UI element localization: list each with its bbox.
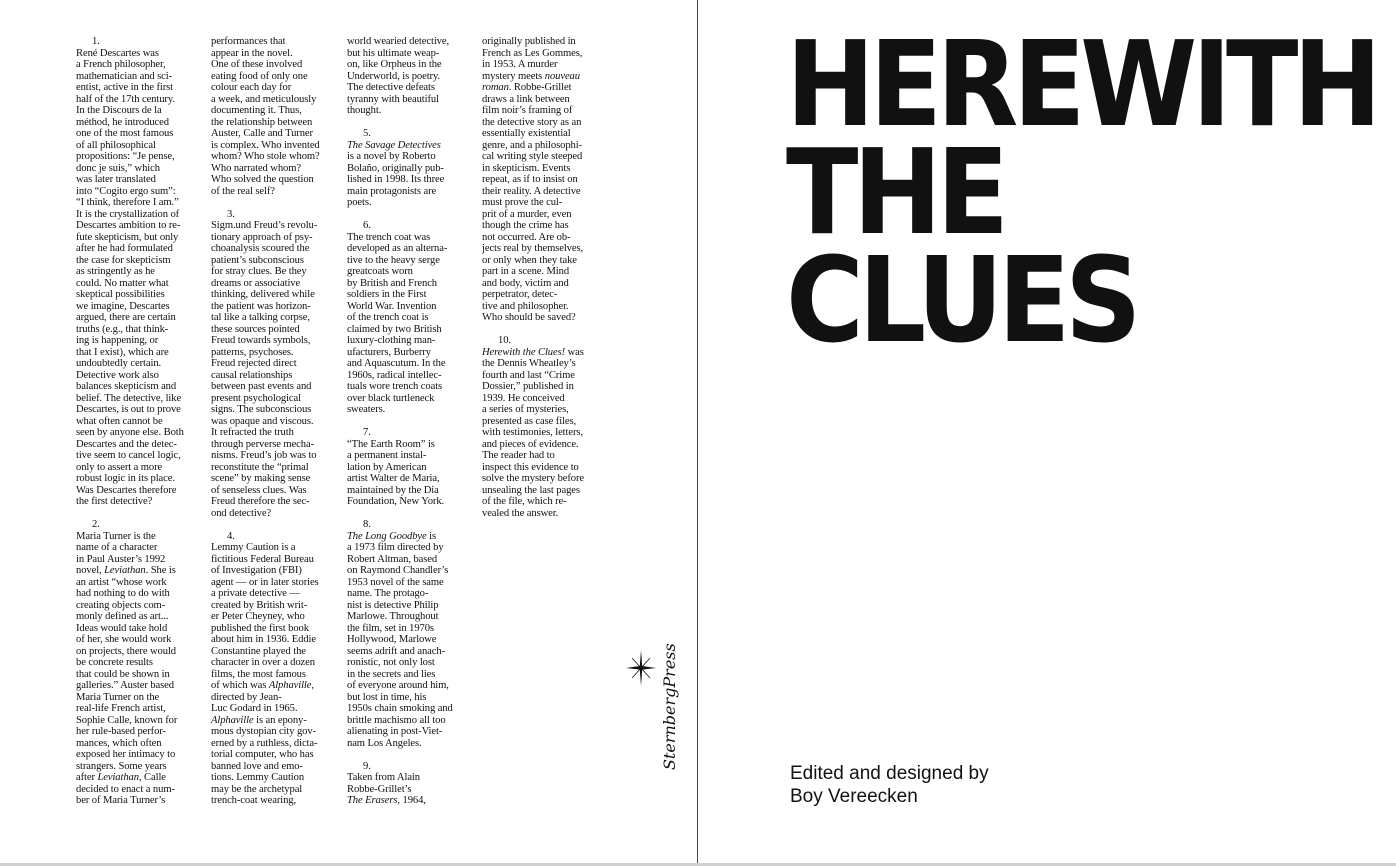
note-text: The Savage Detectives is a novel by Roberto Bolaño, originally pub- lished in 1998. Its three main protagonists are poets. xyxy=(347,139,445,208)
publisher-name: SternbergPress xyxy=(660,643,679,770)
note-text: world wearied detective, but his ultimate weap- on, like Orpheus in the Underworld, is poetry. The detective defeats tyranny with beautiful thought. xyxy=(347,36,450,116)
note-number: 9. xyxy=(363,760,371,772)
note-number: 10. xyxy=(498,335,511,346)
note-block xyxy=(211,209,335,520)
note-number: 3. xyxy=(227,208,235,220)
text-column-3 xyxy=(347,36,471,818)
note-block xyxy=(76,36,200,508)
credit-line-1: Edited and designed by xyxy=(790,763,989,784)
note-block xyxy=(347,519,471,749)
note-text: Sigm.und Freud’s revolu- tionary approach of psy- choanalysis scoured the patient’s subconscious for stray clues. Be they dreams or associative thinking, delivered while the patient was horizon- tal like a talking corpse, these sources pointed Freud towards symbols, patterns, psychoses. Freud rejected direct causal relationships between past events and present psychological signs. The subconscious was opaque and viscous. It refracted the truth through perverse mecha- nisms. Freud’s job was to reconstitute the “primal scene” by making sense of senseless clues. Was Freud therefore the sec- ond detective? xyxy=(211,220,318,519)
note-block xyxy=(482,36,606,324)
note-text: The Long Goodbye is a 1973 film directed by Robert Altman, based on Raymond Chandler’s 1953 novel of the same name. The protago- nist is detective Philip Marlowe. Throughout the film, set in 1970s Hollywood, Marlowe seems adrift and anach- ronistic, not only lost in the secrets and lies of everyone around him, but lost in time, his 1950s chain smoking and brittle machismo all too alienating in post-Viet- nam Los Angeles. xyxy=(347,530,453,749)
note-number: 2. xyxy=(92,519,100,530)
text-column-1 xyxy=(76,36,200,818)
note-text: Lemmy Caution is a fictitious Federal Bureau of Investigation (FBI) agent — or in later stories a private detective — created by British writ- er Peter Cheyney, who published the first book about him in 1936. Eddie Constantine played the character in over a dozen films, the most famous of which was Alphaville, directed by Jean- Luc Godard in 1965. Alphaville is an epony- mous dystopian city gov- erned by a ruthless, dicta- torial computer, who has banned love and emo- tions. Lemmy Caution may be the archetypal trench-coat wearing, xyxy=(211,542,319,806)
text-column-2 xyxy=(211,36,335,818)
note-number: 1. xyxy=(92,36,100,47)
publisher-logo xyxy=(624,643,679,810)
book-title xyxy=(786,15,1377,369)
note-text: René Descartes was a French philosopher, mathematician and sci- entist, active in the first half of the 17th century. In the Discours de la méthod, he introduced one of the most famous of all philosophical propositions: “Je pense, donc je suis,” which was later translated into “Cogito ergo sum”: “I think, therefore I am.” It is the crystallization of Descartes ambition to re- fute skepticism, but only after he had formulated the case for skepticism as stringently as he could. No matter what skeptical possibilities we imagine, Descartes argued, there are certain truths (e.g., that think- ing is happening, or that I exist), which are undoubtedly certain. Detective work also balances skepticism and belief. The detective, like Descartes, is out to prove what often cannot be seen by anyone else. Both Descartes and the detec- tive seem to cancel logic, only to assert a more robust logic in its place. Was Descartes therefore the first detective? xyxy=(76,47,184,507)
credits xyxy=(790,762,989,808)
note-number: 7. xyxy=(363,427,371,438)
star-icon xyxy=(626,650,656,686)
note-text: performances that appear in the novel. One of these involved eating food of only one colour each day for a week, and meticulously documenting it. Thus, the relationship between Auster, Calle and Turner is complex. Who invented whom? Who stole whom? Who narrated whom? Who solved the question of the real self? xyxy=(211,36,320,197)
note-block xyxy=(211,36,335,197)
note-text: The trench coat was developed as an alterna- tive to the heavy serge greatcoats worn by British and French soldiers in the First World War. Invention of the trench coat is claimed by two British luxury-clothing man- ufacturers, Burberry and Aquascutum. In the 1960s, radical intellec- tuals wore trench coats over black turtleneck sweaters. xyxy=(347,231,448,415)
note-number: 8. xyxy=(363,519,371,530)
back-cover xyxy=(0,0,697,863)
note-text: Taken from Alain Robbe-Grillet’s The Erasers, 1964, xyxy=(347,772,426,806)
note-text: originally published in French as Les Gommes, in 1953. A murder mystery meets nouveau roman. Robbe-Grillet draws a link between film noir’s framing of the detective story as an essentially existential genre, and a philosophi- cal writing style steeped in skepticism. Events repeat, as if to insist on their reality. A detective must prove the cul- prit of a murder, even though the crime has not occurred. Are ob- jects real by themselves, or only when they take part in a scene. Mind and body, victim and perpetrator, detec- tive and philosopher. Who should be saved? xyxy=(482,36,584,323)
note-number: 5. xyxy=(363,128,371,139)
text-column-4 xyxy=(482,36,606,531)
note-block xyxy=(347,36,471,117)
note-block xyxy=(211,531,335,807)
title-line-2: THE CLUES xyxy=(786,123,1137,369)
note-number: 4. xyxy=(227,530,235,542)
note-block xyxy=(347,220,471,416)
credit-line-2: Boy Vereecken xyxy=(790,786,918,807)
note-block xyxy=(76,519,200,807)
front-cover xyxy=(698,0,1396,863)
note-block xyxy=(482,335,606,519)
note-block xyxy=(347,761,471,807)
note-text: Maria Turner is the name of a character in Paul Auster’s 1992 novel, Leviathan. She is an artist “whose work had nothing to do with creating objects com- monly defined as art... Ideas would take hold of her, she would work on projects, there would be concrete results that could be shown in galleries.” Auster based Maria Turner on the real-life French artist, Sophie Calle, known for her rule-based perfor- mances, which often exposed her intimacy to strangers. Some years after Leviathan, Calle decided to enact a num- ber of Maria Turner’s xyxy=(76,530,178,806)
note-text: “The Earth Room” is a permanent instal- lation by American artist Walter de Maria, maintained by the Dia Foundation, New York. xyxy=(347,438,445,507)
note-number: 6. xyxy=(363,220,371,231)
note-block xyxy=(347,128,471,209)
note-block xyxy=(347,427,471,508)
title-line-1: HEREWITH xyxy=(786,15,1377,153)
note-text: Herewith the Clues! was the Dennis Wheatley’s fourth and last “Crime Dossier,” published in 1939. He conceived a series of mysteries, presented as case files, with testimonies, letters, and pieces of evidence. The reader had to inspect this evidence to solve the mystery before unsealing the last pages of the file, which re- vealed the answer. xyxy=(482,346,585,519)
